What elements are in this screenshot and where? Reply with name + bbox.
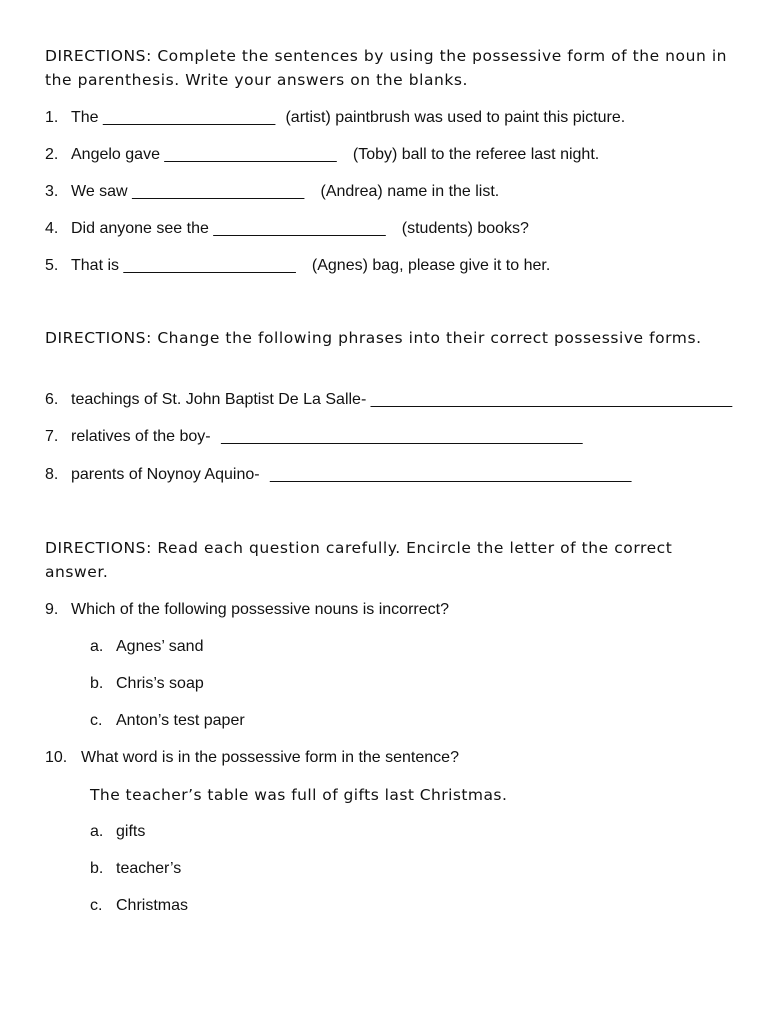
answer-blank[interactable]: ____________________ [123, 257, 296, 274]
directions-section-1: DIRECTIONS: Complete the sentences by using the possessive form of the noun in the parenthesis. Write your answers on the blanks. [45, 47, 728, 89]
question-8 [45, 465, 631, 485]
question-9 [45, 600, 449, 620]
question-number: 8. [45, 466, 59, 483]
question-text-before: The [71, 109, 99, 126]
answer-blank[interactable]: __________________________________________ [270, 466, 632, 483]
question-text-after: (students) books? [401, 220, 529, 237]
question-text-before: Did anyone see the [71, 220, 209, 237]
answer-blank[interactable]: ____________________ [213, 220, 386, 237]
phrase-text: parents of Noynoy Aquino- [71, 466, 260, 483]
choice-9b[interactable] [90, 674, 204, 694]
question-text-before: We saw [71, 183, 128, 200]
question-number: 4. [45, 220, 59, 237]
question-text-after: (Toby) ball to the referee last night. [352, 146, 600, 163]
question-number: 7. [45, 428, 59, 445]
question-6 [45, 390, 732, 410]
question-number: 1. [45, 109, 59, 126]
directions-section-3: DIRECTIONS: Read each question carefully. Encircle the letter of the correct answer. [45, 539, 673, 581]
phrase-text: relatives of the boy- [71, 428, 211, 445]
answer-blank[interactable]: ____________________ [164, 146, 337, 163]
question-number: 9. [45, 601, 59, 618]
choice-text: teacher’s [116, 860, 182, 877]
choice-letter[interactable]: c. [90, 897, 103, 914]
choice-letter[interactable]: c. [90, 712, 103, 729]
question-4 [45, 219, 529, 239]
choice-10c[interactable] [90, 896, 188, 916]
choice-text: Christmas [116, 897, 189, 914]
question-text-after: (artist) paintbrush was used to paint this picture. [285, 109, 626, 126]
choice-text: gifts [116, 823, 146, 840]
choice-text: Anton’s test paper [116, 712, 245, 729]
choice-10a[interactable] [90, 822, 145, 842]
choice-letter[interactable]: a. [90, 823, 104, 840]
example-sentence: The teacher’s table was full of gifts last Christmas. [90, 786, 508, 804]
choice-text: Agnes’ sand [116, 638, 204, 655]
choice-9a[interactable] [90, 637, 203, 657]
question-1 [45, 108, 625, 128]
answer-blank[interactable]: __________________________________________ [221, 428, 583, 445]
phrase-text: teachings of St. John Baptist De La Salle- [71, 391, 367, 408]
question-text: What word is in the possessive form in the sentence? [81, 749, 459, 766]
question-number: 5. [45, 257, 59, 274]
question-text-after: (Agnes) bag, please give it to her. [311, 257, 551, 274]
question-10 [45, 748, 459, 768]
choice-9c[interactable] [90, 711, 245, 731]
question-3 [45, 182, 499, 202]
question-number: 3. [45, 183, 59, 200]
choice-letter[interactable]: b. [90, 675, 104, 692]
question-7 [45, 427, 582, 447]
choice-text: Chris’s soap [116, 675, 204, 692]
answer-blank[interactable]: ____________________ [103, 109, 276, 126]
question-number: 6. [45, 391, 59, 408]
choice-10b[interactable] [90, 859, 181, 879]
directions-section-2: DIRECTIONS: Change the following phrases into their correct possessive forms. [45, 329, 702, 347]
question-text-before: That is [71, 257, 120, 274]
question-text-before: Angelo gave [71, 146, 160, 163]
question-text: Which of the following possessive nouns is incorrect? [71, 601, 449, 618]
question-number: 10. [45, 749, 68, 766]
choice-letter[interactable]: b. [90, 860, 104, 877]
choice-letter[interactable]: a. [90, 638, 104, 655]
question-5 [45, 256, 550, 276]
question-2 [45, 145, 599, 165]
answer-blank[interactable]: ____________________ [132, 183, 305, 200]
question-text-after: (Andrea) name in the list. [320, 183, 500, 200]
answer-blank[interactable]: __________________________________________ [370, 391, 732, 408]
question-number: 2. [45, 146, 59, 163]
